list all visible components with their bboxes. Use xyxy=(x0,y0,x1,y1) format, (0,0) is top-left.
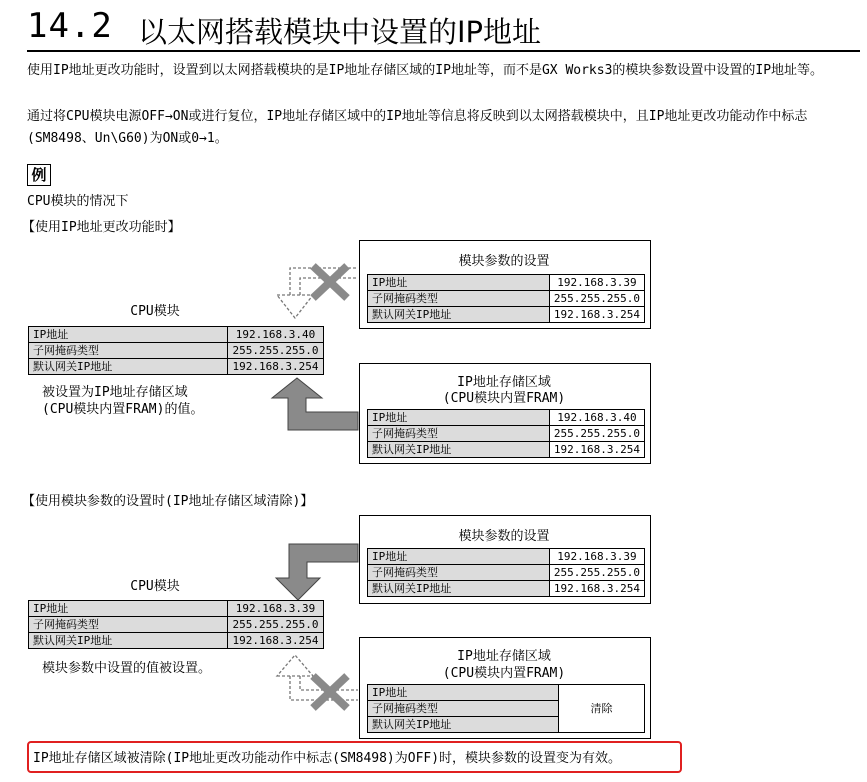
table-row xyxy=(368,291,645,307)
storage-title-2-line2: (CPU模块内置FRAM) xyxy=(442,666,566,681)
intro-paragraph-1: 使用IP地址更改功能时，设置到以太网搭载模块的是IP地址存储区域的IP地址等，而不是GX Works3的模块参数设置中设置的IP地址等。 xyxy=(27,63,824,78)
table-row xyxy=(368,549,645,565)
storage-title-2-line1: IP地址存储区域 xyxy=(457,649,551,664)
table-row xyxy=(368,565,645,581)
intro-paragraph-2: 通过将CPU模块电源OFF→ON或进行复位，IP地址存储区域中的IP地址等信息将反映到以太网搭载模块中，且IP地址更改功能动作中标志(SM8498、Un\G60)为ON或0→1。 xyxy=(27,109,808,146)
row-value: 192.168.3.40 xyxy=(549,410,644,426)
row-label: 默认网关IP地址 xyxy=(368,717,559,733)
table-row xyxy=(29,633,324,649)
row-value: 255.255.255.0 xyxy=(228,343,324,359)
cross-icon xyxy=(313,676,347,708)
cross-icon xyxy=(313,266,347,298)
row-value: 192.168.3.39 xyxy=(549,549,644,565)
storage-table-2 xyxy=(367,684,645,733)
table-row xyxy=(29,359,324,375)
gray-arrow-storage-to-cpu xyxy=(272,378,358,430)
case-label: CPU模块的情况下 xyxy=(27,194,129,209)
row-value: 255.255.255.0 xyxy=(549,291,644,307)
row-value: 255.255.255.0 xyxy=(549,426,644,442)
row-label: IP地址 xyxy=(29,327,228,343)
row-label: IP地址 xyxy=(29,601,228,617)
row-value: 255.255.255.0 xyxy=(549,565,644,581)
cpu-note-1-line2: (CPU模块内置FRAM)的值。 xyxy=(42,402,204,417)
table-row xyxy=(368,581,645,597)
row-label: 默认网关IP地址 xyxy=(368,442,550,458)
row-label: 子网掩码类型 xyxy=(368,565,550,581)
row-label: 默认网关IP地址 xyxy=(29,633,228,649)
page-title: 以太网搭载模块中设置的IP地址 xyxy=(138,15,542,49)
cpu-note-2: 模块参数中设置的值被设置。 xyxy=(42,661,212,676)
cpu-table-1 xyxy=(28,326,324,375)
cpu-title-2: CPU模块 xyxy=(130,579,180,594)
row-value: 192.168.3.254 xyxy=(549,442,644,458)
table-row xyxy=(29,327,324,343)
row-label: 子网掩码类型 xyxy=(29,617,228,633)
row-label: 子网掩码类型 xyxy=(368,426,550,442)
module-params-table-2 xyxy=(367,548,645,597)
cleared-value: 清除 xyxy=(559,685,645,733)
section1-title: 【使用IP地址更改功能时】 xyxy=(22,220,181,235)
row-label: IP地址 xyxy=(368,275,550,291)
row-label: 子网掩码类型 xyxy=(368,291,550,307)
row-label: IP地址 xyxy=(368,549,550,565)
table-row xyxy=(29,343,324,359)
section2-title: 【使用模块参数的设置时(IP地址存储区域清除)】 xyxy=(22,494,314,509)
module-params-title-1: 模块参数的设置 xyxy=(458,254,550,269)
row-label: 默认网关IP地址 xyxy=(368,581,550,597)
table-row xyxy=(368,442,645,458)
row-value: 255.255.255.0 xyxy=(228,617,324,633)
row-value: 192.168.3.39 xyxy=(228,601,324,617)
row-value: 192.168.3.254 xyxy=(228,359,324,375)
cpu-table-2 xyxy=(28,600,324,649)
table-row xyxy=(368,275,645,291)
row-label: 子网掩码类型 xyxy=(368,701,559,717)
row-value: 192.168.3.39 xyxy=(549,275,644,291)
table-row xyxy=(368,410,645,426)
table-row xyxy=(368,307,645,323)
section-number: 14.2 xyxy=(27,6,113,46)
table-row xyxy=(29,617,324,633)
storage-title-1-line1: IP地址存储区域 xyxy=(457,375,551,390)
row-label: IP地址 xyxy=(368,410,550,426)
footer-note: IP地址存储区域被清除(IP地址更改功能动作中标志(SM8498)为OFF)时，模块参数的设置变为有效。 xyxy=(27,741,682,773)
row-label: 默认网关IP地址 xyxy=(29,359,228,375)
gray-arrow-params-to-cpu xyxy=(276,544,358,600)
row-label: IP地址 xyxy=(368,685,559,701)
table-row xyxy=(368,426,645,442)
row-value: 192.168.3.40 xyxy=(228,327,324,343)
cpu-title-1: CPU模块 xyxy=(130,304,180,319)
storage-table-1 xyxy=(367,409,645,458)
storage-title-1-line2: (CPU模块内置FRAM) xyxy=(442,391,566,406)
example-badge: 例 xyxy=(27,164,51,186)
table-row xyxy=(29,601,324,617)
table-row xyxy=(368,685,645,701)
row-value: 192.168.3.254 xyxy=(549,307,644,323)
row-value: 192.168.3.254 xyxy=(549,581,644,597)
row-label: 子网掩码类型 xyxy=(29,343,228,359)
row-value: 192.168.3.254 xyxy=(228,633,324,649)
cpu-note-1-line1: 被设置为IP地址存储区域 xyxy=(42,385,188,400)
module-params-table-1 xyxy=(367,274,645,323)
row-label: 默认网关IP地址 xyxy=(368,307,550,323)
module-params-title-2: 模块参数的设置 xyxy=(458,529,550,544)
